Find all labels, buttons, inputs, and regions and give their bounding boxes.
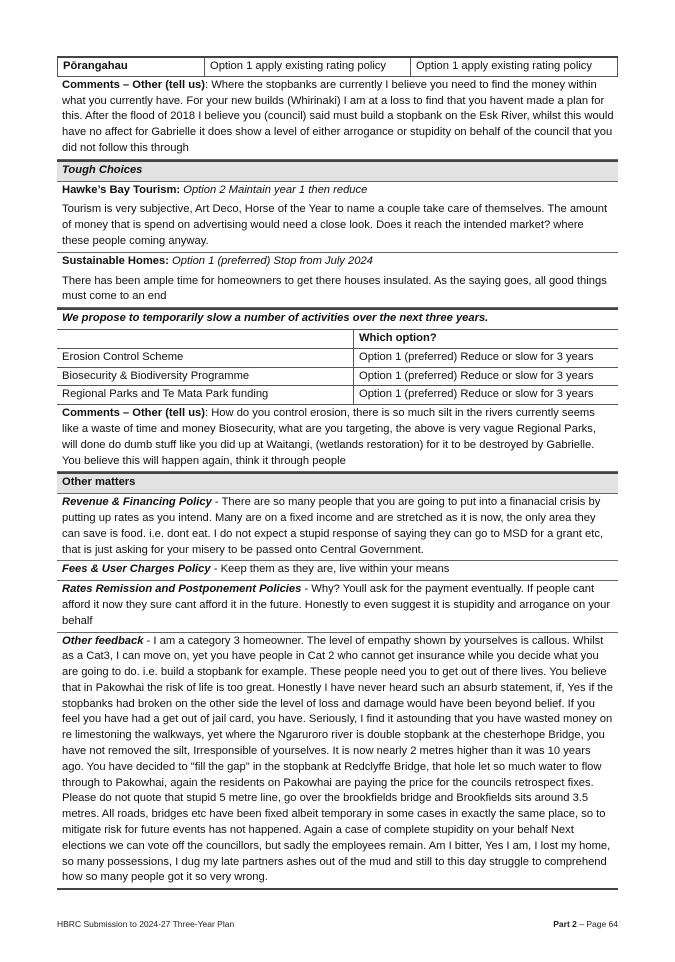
- homes-comment: There has been ample time for homeowners to get there houses insulated. As the saying goes, all good things must come to an end: [57, 272, 618, 309]
- revenue-policy-block: [57, 494, 618, 561]
- fees-text: - Keep them as they are, live within your means: [210, 563, 450, 576]
- footer-document-title: HBRC Submission to 2024-27 Three-Year Plan: [57, 919, 235, 929]
- comments-block: [57, 405, 618, 472]
- table-row: [57, 386, 618, 405]
- submission-page: [57, 56, 618, 890]
- homes-question: [57, 253, 618, 272]
- revenue-label: Revenue & Financing Policy: [62, 496, 212, 509]
- option-cell: Option 1 apply existing rating policy: [411, 57, 618, 76]
- tourism-question: [57, 182, 618, 201]
- table-header-row: [57, 329, 618, 348]
- rates-label: Rates Remission and Postponement Policies: [62, 583, 302, 596]
- feedback-label: Other feedback: [62, 634, 144, 647]
- comments-block: [57, 77, 618, 160]
- fees-policy-block: [57, 561, 618, 581]
- slow-activities-heading: We propose to temporarily slow a number of activities over the next three years.: [57, 308, 618, 329]
- revenue-text: - There are so many people that you are going to put into a finanacial crisis by putting up rates as you intend. Many are on a fixed income and are stretched as it is now, the only area they can save is food. i.e. dont eat. I do not expect a stupid response of saying they can go to MSD for a grant etc, that is just asking for your misery to be passed onto Central Government.: [62, 496, 604, 556]
- area-name: Pōrangahau: [58, 57, 205, 76]
- homes-label: Sustainable Homes:: [62, 254, 169, 267]
- which-option-header: Which option?: [354, 329, 619, 348]
- slow-activities-table: [57, 329, 618, 405]
- tourism-choice: Option 2 Maintain year 1 then reduce: [180, 183, 368, 196]
- fees-label: Fees & User Charges Policy: [62, 563, 211, 576]
- tough-choices-heading: Tough Choices: [57, 160, 618, 182]
- activity-option: Option 1 (preferred) Reduce or slow for 3 years: [354, 367, 619, 386]
- activity-name: Regional Parks and Te Mata Park funding: [57, 386, 354, 405]
- rates-policy-block: [57, 581, 618, 632]
- other-matters-heading: Other matters: [57, 472, 618, 494]
- homes-choice: Option 1 (preferred) Stop from July 2024: [168, 254, 373, 267]
- footer-page: – Page 64: [576, 919, 618, 929]
- comments-label: Comments – Other (tell us): [62, 407, 205, 420]
- activity-option: Option 1 (preferred) Reduce or slow for 3 years: [354, 386, 619, 405]
- comments-text: : Where the stopbanks are currently I believe you need to find the money within what you currently have. For your new builds (Whirinaki) I am at a loss to find that you havent made a plan for this. After the flood of 2018 I believe you (council) said must build a stopbank on the Esk River, whilst this would have no affect for Gabrielle it does show a level of either arrogance or stupidity on behalf of the council that you did not follow this through: [62, 78, 614, 154]
- comments-label: Comments – Other (tell us): [62, 78, 205, 91]
- tourism-comment: Tourism is very subjective, Art Deco, Horse of the Year to name a couple take care of themselves. The amount of money that is spend on advertising would need a close look. Does it reach the intended market? where these people coming anyway.: [57, 200, 618, 252]
- table-row: [57, 348, 618, 367]
- option-cell: Option 1 apply existing rating policy: [205, 57, 411, 76]
- porangahau-table: [57, 56, 618, 77]
- rates-text: - Why? Youll ask for the payment eventually. If people cant afford it now they sure cant afford it in the future. Honestly to even suggest it is stupidity and arrogance on your behalf: [62, 583, 611, 627]
- footer-part: Part 2: [553, 919, 577, 929]
- feedback-text: - I am a category 3 homeowner. The level of empathy shown by yourselves is callous. Whilst as a Cat3, I can move on, yet you have people in Cat 2 who cannot get insurance while you decide what you are going to do. i.e. build a stopbank for example. These people need you to get out of there lives. You believe that in Pakowhai the risk of life is too great. Honestly I have never heard such an absurb statement, if, Yes if the stopbanks had broken on the other side the level of loss and damage would have been beyond belief. If you feel you have had a get out of jail card, you have. Seriously, I find it astounding that you have wasted money on re limestoning the walkways, yet where the Ngaruroro river is double stopbank at the chesterhope Bridge, you have not removed the silt, Irresponsible of yourselves. It is now nearly 2 metres higher than it was 10 years ago. You have decided to "fill the gap" in the stopbank at Redclyffe Bridge, that hole let so much water to flow through to Pakowhai, again the residents on Pakowhai are paying the price for the councils retrospect fixes. Please do not quote that stupid 5 metre line, go over the brookfields bridge and Brookfields sits around 3.5 metres. All roads, bridges etc have been fixed albeit temporary in some cases in exactly the same place, so to mitigate risk for future events has not happened. Again a case of complete stupidity on your behalf Next elections we can vote off the councillors, but sadly the employees remain. Am I bitter, Yes I am, I lost my home, so many possessions, I dug my late partners ashes out of the mud and still to this day struggle to comprehend how so many people got it so very wrong.: [62, 634, 613, 884]
- other-feedback-block: [57, 633, 618, 891]
- footer-page-number: [553, 919, 618, 929]
- blank-header: [57, 329, 354, 348]
- tourism-label: Hawke’s Bay Tourism:: [62, 183, 181, 196]
- comments-text: : How do you control erosion, there is so much silt in the rivers currently seems like a waste of time and money Biosecurity, what are you targeting, the above is very vague Regional Parks, will done do dumb stuff like you did up at Waitangi, (wetlands restoration) for it to be destroyed by Gabrielle. You believe this will happen again, think it through people: [62, 407, 596, 467]
- table-row: [57, 367, 618, 386]
- activity-name: Erosion Control Scheme: [57, 348, 354, 367]
- activity-option: Option 1 (preferred) Reduce or slow for 3 years: [354, 348, 619, 367]
- table-row: [58, 57, 618, 76]
- activity-name: Biosecurity & Biodiversity Programme: [57, 367, 354, 386]
